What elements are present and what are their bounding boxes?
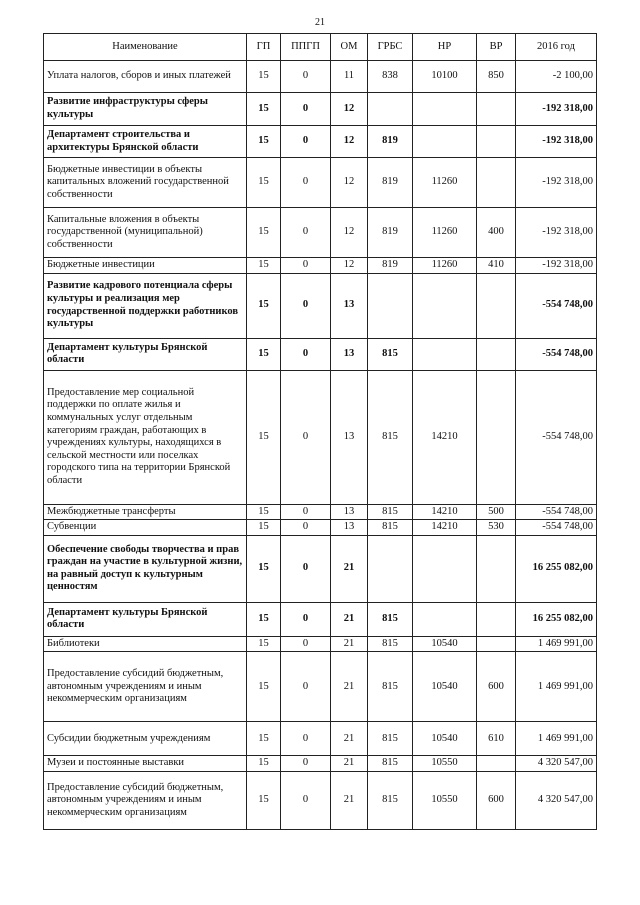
cell-amount: 4 320 547,00 <box>516 756 597 772</box>
cell-nr: 11260 <box>413 208 477 258</box>
cell-nr: 11260 <box>413 258 477 274</box>
header-om: ОМ <box>331 34 368 61</box>
cell-ppgp: 0 <box>281 771 331 829</box>
cell-vr <box>477 370 516 504</box>
table-row <box>44 208 597 258</box>
cell-amount: 4 320 547,00 <box>516 771 597 829</box>
cell-ppgp: 0 <box>281 273 331 338</box>
table-row <box>44 273 597 338</box>
cell-nr: 10540 <box>413 636 477 652</box>
cell-nr <box>413 338 477 370</box>
cell-om: 21 <box>331 602 368 636</box>
cell-nr: 10550 <box>413 756 477 772</box>
cell-gp: 15 <box>247 504 281 520</box>
cell-name: Развитие кадрового потенциала сферы культуры и реализация мер государственной поддержки работников культуры <box>44 273 247 338</box>
cell-vr <box>477 93 516 126</box>
cell-name: Библиотеки <box>44 636 247 652</box>
cell-vr <box>477 126 516 158</box>
cell-amount: 16 255 082,00 <box>516 535 597 602</box>
table-row <box>44 126 597 158</box>
cell-grbs: 815 <box>368 771 413 829</box>
cell-name: Развитие инфраструктуры сферы культуры <box>44 93 247 126</box>
table-row <box>44 61 597 93</box>
cell-grbs: 815 <box>368 520 413 536</box>
cell-vr <box>477 636 516 652</box>
cell-name: Обеспечение свободы творчества и прав граждан на участие в культурной жизни, на равный доступ к культурным ценностям <box>44 535 247 602</box>
cell-gp: 15 <box>247 771 281 829</box>
cell-nr: 10100 <box>413 61 477 93</box>
cell-grbs: 815 <box>368 722 413 756</box>
table-row <box>44 652 597 722</box>
cell-gp: 15 <box>247 636 281 652</box>
page-number: 21 <box>315 17 325 28</box>
cell-ppgp: 0 <box>281 504 331 520</box>
cell-grbs: 815 <box>368 338 413 370</box>
cell-amount: -554 748,00 <box>516 520 597 536</box>
cell-amount: 1 469 991,00 <box>516 636 597 652</box>
cell-gp: 15 <box>247 535 281 602</box>
cell-ppgp: 0 <box>281 722 331 756</box>
table-row <box>44 370 597 504</box>
cell-vr: 410 <box>477 258 516 274</box>
cell-amount: -192 318,00 <box>516 126 597 158</box>
cell-gp: 15 <box>247 61 281 93</box>
cell-vr: 850 <box>477 61 516 93</box>
cell-om: 13 <box>331 520 368 536</box>
cell-name: Бюджетные инвестиции <box>44 258 247 274</box>
cell-om: 12 <box>331 208 368 258</box>
cell-vr: 610 <box>477 722 516 756</box>
cell-gp: 15 <box>247 652 281 722</box>
cell-vr <box>477 338 516 370</box>
cell-amount: -192 318,00 <box>516 208 597 258</box>
cell-gp: 15 <box>247 520 281 536</box>
cell-om: 12 <box>331 93 368 126</box>
cell-name: Департамент строительства и архитектуры Брянской области <box>44 126 247 158</box>
cell-ppgp: 0 <box>281 520 331 536</box>
cell-grbs: 819 <box>368 258 413 274</box>
cell-om: 12 <box>331 158 368 208</box>
cell-name: Департамент культуры Брянской области <box>44 338 247 370</box>
table-row <box>44 93 597 126</box>
cell-grbs: 819 <box>368 158 413 208</box>
table-row <box>44 338 597 370</box>
cell-vr <box>477 535 516 602</box>
cell-amount: -192 318,00 <box>516 258 597 274</box>
cell-grbs: 815 <box>368 504 413 520</box>
cell-amount: -554 748,00 <box>516 504 597 520</box>
table-row <box>44 756 597 772</box>
cell-amount: 1 469 991,00 <box>516 652 597 722</box>
cell-nr: 10540 <box>413 722 477 756</box>
cell-vr: 600 <box>477 771 516 829</box>
header-gp: ГП <box>247 34 281 61</box>
cell-om: 12 <box>331 258 368 274</box>
cell-nr: 14210 <box>413 504 477 520</box>
cell-amount: -2 100,00 <box>516 61 597 93</box>
cell-ppgp: 0 <box>281 338 331 370</box>
table-row <box>44 636 597 652</box>
cell-om: 11 <box>331 61 368 93</box>
cell-name: Бюджетные инвестиции в объекты капитальных вложений государственной собственности <box>44 158 247 208</box>
cell-nr <box>413 126 477 158</box>
cell-gp: 15 <box>247 338 281 370</box>
header-name: Наименование <box>44 34 247 61</box>
cell-ppgp: 0 <box>281 636 331 652</box>
cell-amount: -192 318,00 <box>516 93 597 126</box>
cell-grbs: 815 <box>368 652 413 722</box>
cell-gp: 15 <box>247 722 281 756</box>
cell-vr: 530 <box>477 520 516 536</box>
cell-ppgp: 0 <box>281 602 331 636</box>
cell-gp: 15 <box>247 93 281 126</box>
cell-gp: 15 <box>247 208 281 258</box>
header-nr: НР <box>413 34 477 61</box>
cell-ppgp: 0 <box>281 61 331 93</box>
table-row <box>44 722 597 756</box>
header-ppgp: ППГП <box>281 34 331 61</box>
table-row <box>44 535 597 602</box>
cell-name: Предоставление субсидий бюджетным, автономным учреждениям и иным некоммерческим организациям <box>44 652 247 722</box>
cell-ppgp: 0 <box>281 535 331 602</box>
cell-amount: -554 748,00 <box>516 273 597 338</box>
table-header-row <box>44 34 597 61</box>
table-row <box>44 158 597 208</box>
cell-ppgp: 0 <box>281 208 331 258</box>
cell-name: Предоставление мер социальной поддержки по оплате жилья и коммунальных услуг отдельным категориям граждан, работающих в учреждениях культуры, находящихся в сельской местности или поселках городского типа на территории Брянской области <box>44 370 247 504</box>
cell-grbs: 819 <box>368 126 413 158</box>
cell-name: Капитальные вложения в объекты государственной (муниципальной) собственности <box>44 208 247 258</box>
cell-amount: -554 748,00 <box>516 370 597 504</box>
cell-vr <box>477 273 516 338</box>
cell-gp: 15 <box>247 126 281 158</box>
cell-om: 21 <box>331 756 368 772</box>
cell-gp: 15 <box>247 756 281 772</box>
cell-gp: 15 <box>247 273 281 338</box>
cell-ppgp: 0 <box>281 652 331 722</box>
cell-grbs: 838 <box>368 61 413 93</box>
cell-om: 13 <box>331 370 368 504</box>
cell-nr: 14210 <box>413 520 477 536</box>
cell-name: Межбюджетные трансферты <box>44 504 247 520</box>
table-row <box>44 504 597 520</box>
cell-gp: 15 <box>247 258 281 274</box>
cell-om: 21 <box>331 771 368 829</box>
cell-grbs: 815 <box>368 602 413 636</box>
cell-om: 13 <box>331 273 368 338</box>
cell-vr <box>477 756 516 772</box>
cell-om: 21 <box>331 652 368 722</box>
cell-nr <box>413 602 477 636</box>
cell-name: Департамент культуры Брянской области <box>44 602 247 636</box>
cell-grbs <box>368 535 413 602</box>
cell-om: 21 <box>331 636 368 652</box>
table-row <box>44 771 597 829</box>
cell-ppgp: 0 <box>281 370 331 504</box>
cell-nr: 10540 <box>413 652 477 722</box>
cell-name: Субвенции <box>44 520 247 536</box>
cell-amount: -192 318,00 <box>516 158 597 208</box>
cell-ppgp: 0 <box>281 258 331 274</box>
cell-nr: 10550 <box>413 771 477 829</box>
cell-nr <box>413 273 477 338</box>
cell-grbs: 819 <box>368 208 413 258</box>
cell-nr <box>413 535 477 602</box>
cell-om: 21 <box>331 722 368 756</box>
cell-grbs: 815 <box>368 756 413 772</box>
cell-name: Музеи и постоянные выставки <box>44 756 247 772</box>
cell-vr: 400 <box>477 208 516 258</box>
cell-nr <box>413 93 477 126</box>
cell-amount: -554 748,00 <box>516 338 597 370</box>
cell-om: 13 <box>331 504 368 520</box>
cell-ppgp: 0 <box>281 158 331 208</box>
cell-grbs: 815 <box>368 636 413 652</box>
cell-om: 13 <box>331 338 368 370</box>
cell-nr: 14210 <box>413 370 477 504</box>
cell-ppgp: 0 <box>281 93 331 126</box>
cell-ppgp: 0 <box>281 126 331 158</box>
table-row <box>44 258 597 274</box>
cell-gp: 15 <box>247 602 281 636</box>
cell-vr <box>477 158 516 208</box>
cell-name: Предоставление субсидий бюджетным, автономным учреждениям и иным некоммерческим организациям <box>44 771 247 829</box>
cell-ppgp: 0 <box>281 756 331 772</box>
cell-grbs <box>368 273 413 338</box>
cell-gp: 15 <box>247 370 281 504</box>
cell-vr <box>477 602 516 636</box>
cell-name: Уплата налогов, сборов и иных платежей <box>44 61 247 93</box>
cell-name: Субсидии бюджетным учреждениям <box>44 722 247 756</box>
budget-table <box>43 33 597 830</box>
header-grbs: ГРБС <box>368 34 413 61</box>
cell-amount: 1 469 991,00 <box>516 722 597 756</box>
cell-gp: 15 <box>247 158 281 208</box>
cell-om: 21 <box>331 535 368 602</box>
cell-vr: 500 <box>477 504 516 520</box>
header-year: 2016 год <box>516 34 597 61</box>
cell-om: 12 <box>331 126 368 158</box>
table-row <box>44 520 597 536</box>
header-vr: ВР <box>477 34 516 61</box>
cell-nr: 11260 <box>413 158 477 208</box>
table-row <box>44 602 597 636</box>
cell-amount: 16 255 082,00 <box>516 602 597 636</box>
cell-grbs <box>368 93 413 126</box>
cell-grbs: 815 <box>368 370 413 504</box>
cell-vr: 600 <box>477 652 516 722</box>
